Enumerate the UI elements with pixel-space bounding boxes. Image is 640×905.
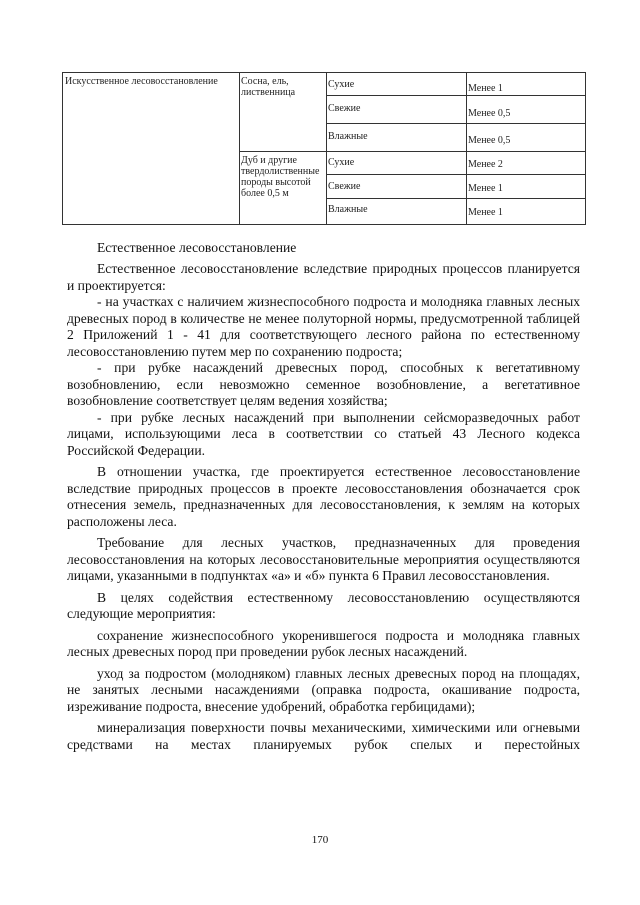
paragraph: сохранение жизнеспособного укоренившегося подроста и молодняка главных лесных древесных пород при проведении рубок лесных насаждений.	[67, 627, 580, 659]
table-species-cell: Сосна, ель, лиственница	[241, 76, 296, 98]
table-value-cell: Менее 1	[468, 83, 503, 94]
paragraph: В отношении участка, где проектируется естественное лесовосстановление вследствие природных процессов в проекте лесовосстановления обозначается срок отнесения земель, предназначенных для лесовосстановления, к землям на которых расположены леса.	[67, 464, 580, 529]
table-value-cell: Менее 1	[468, 183, 503, 194]
table-category-cell: Искусственное лесовосстановление	[65, 76, 218, 87]
paragraph: - при рубке лесных насаждений при выполнении сейсморазведочных работ лицами, использующими леса в соответствии со статьей 43 Лесного кодекса Российской Федерации.	[67, 409, 580, 458]
table-condition-cell: Сухие	[328, 79, 355, 90]
section-heading: Естественное лесовосстановление	[97, 240, 297, 255]
table-value-cell: Менее 2	[468, 159, 503, 170]
table-condition-cell: Свежие	[328, 103, 361, 114]
paragraph: В целях содействия естественному лесовосстановлению осуществляются следующие мероприятия:	[67, 589, 580, 621]
table-condition-cell: Свежие	[328, 181, 361, 192]
paragraph: минерализация поверхности почвы механическими, химическими или огневыми средствами на местах планируемых рубок спелых и перестойных	[67, 720, 580, 752]
table-value-cell: Менее 1	[468, 207, 503, 218]
paragraph: Требование для лесных участков, предназначенных для проведения лесовосстановления на которых лесовосстановительные мероприятия осуществляются лицами, указанными в подпунктах «а» и «б» пункта 6 Правил лесовосстановления.	[67, 535, 580, 583]
table-condition-cell: Влажные	[328, 204, 368, 215]
table-value-cell: Менее 0,5	[468, 108, 511, 119]
paragraph: - на участках с наличием жизнеспособного подроста и молодняка главных лесных древесных пород в количестве не менее полуторной нормы, предусмотренной таблицей 2 Приложений 1 - 41 для соответствующего лесного района по естественному лесовосстановлению путем мер по сохранению подроста;	[67, 294, 580, 359]
paragraph: - при рубке насаждений древесных пород, способных к вегетативному возобновлению, если невозможно семенное возобновление, а вегетативное возобновление соответствует целям ведения хозяйства;	[67, 360, 580, 408]
section-heading-block	[67, 240, 580, 257]
paragraph: Естественное лесовосстановление вследствие природных процессов планируется и проектируется:	[67, 261, 580, 293]
paragraph: уход за подростом (молодняком) главных лесных древесных пород на площадях, не занятых лесными насаждениями (оправка подроста, окашивание подроста, изреживание подроста, внесение удобрений, обработка гербицидами);	[67, 665, 580, 714]
table-condition-cell: Сухие	[328, 157, 355, 168]
table-value-cell: Менее 0,5	[468, 135, 511, 146]
forest-restoration-table	[62, 72, 586, 225]
page-number: 170	[311, 834, 329, 846]
table-condition-cell: Влажные	[328, 131, 368, 142]
body-text	[67, 261, 580, 753]
table-species-cell: Дуб и другие твердолиственные породы высотой более 0,5 м	[241, 155, 320, 199]
